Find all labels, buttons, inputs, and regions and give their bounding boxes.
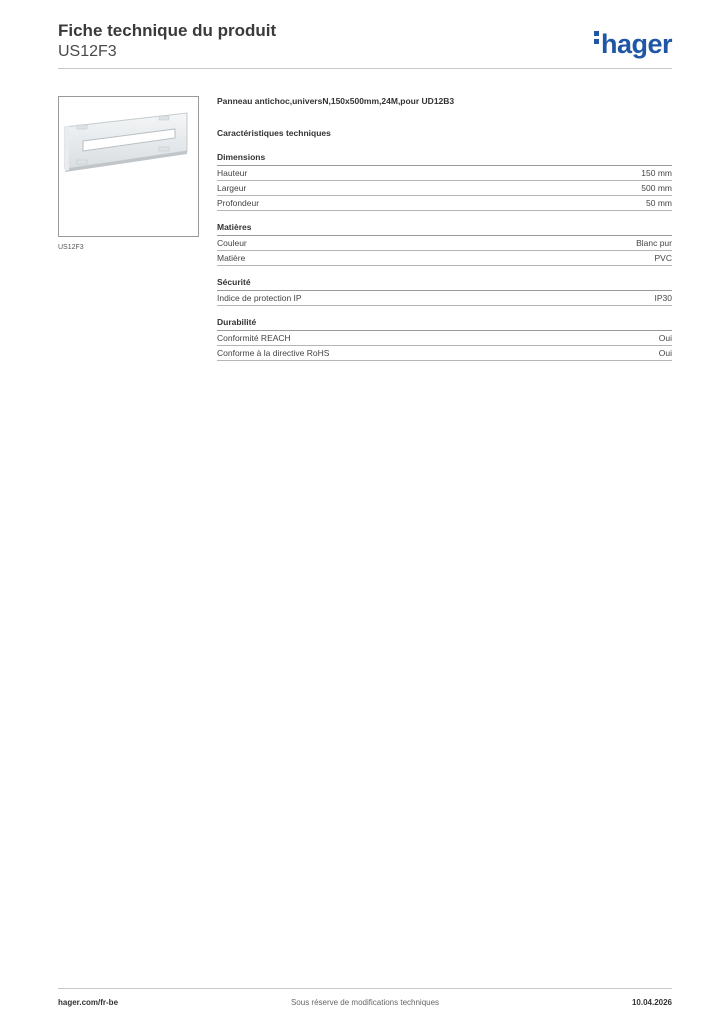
spec-group-title: Dimensions	[217, 152, 672, 166]
spec-value: PVC	[654, 253, 672, 263]
spec-label: Profondeur	[217, 198, 260, 208]
spec-row	[217, 236, 672, 251]
spec-label: Indice de protection IP	[217, 293, 302, 303]
product-code: US12F3	[58, 43, 117, 60]
spec-group-title: Matières	[217, 222, 672, 236]
specs-content	[217, 96, 672, 372]
image-caption: US12F3	[58, 244, 84, 251]
header-divider	[58, 68, 672, 69]
page-header	[58, 20, 672, 62]
panel-illustration-icon	[59, 97, 198, 236]
spec-label: Matière	[217, 253, 246, 263]
specs-section-title: Caractéristiques techniques	[217, 128, 331, 138]
spec-label: Conformité REACH	[217, 333, 291, 343]
footer-disclaimer: Sous réserve de modifications techniques	[290, 998, 440, 1007]
footer-website-link[interactable]: hager.com/fr-be	[58, 998, 119, 1007]
spec-label: Couleur	[217, 238, 247, 248]
spec-row	[217, 181, 672, 196]
spec-group-sustainability	[217, 317, 672, 361]
spec-row	[217, 346, 672, 361]
product-image	[58, 96, 199, 237]
spec-label: Hauteur	[217, 168, 248, 178]
spec-group-title: Durabilité	[217, 317, 672, 331]
spec-row	[217, 166, 672, 181]
footer-divider	[58, 988, 672, 989]
spec-label: Largeur	[217, 183, 247, 193]
spec-group-safety	[217, 277, 672, 306]
spec-value: Oui	[658, 348, 672, 358]
spec-row	[217, 251, 672, 266]
hager-logo	[594, 28, 672, 60]
spec-label: Conforme à la directive RoHS	[217, 348, 330, 358]
spec-row	[217, 196, 672, 211]
logo-dots-icon	[594, 28, 599, 47]
spec-row	[217, 291, 672, 306]
spec-value: Oui	[658, 333, 672, 343]
page-title: Fiche technique du produit	[58, 21, 277, 40]
spec-value: 50 mm	[646, 198, 672, 208]
footer-date: 10.04.2026	[631, 998, 672, 1007]
spec-group-materials	[217, 222, 672, 266]
spec-value: 500 mm	[641, 183, 672, 193]
spec-group-dimensions	[217, 152, 672, 211]
spec-value: Blanc pur	[636, 238, 672, 248]
product-description: Panneau antichoc,universN,150x500mm,24M,pour UD12B3	[217, 96, 455, 106]
logo-text: hager	[600, 29, 672, 59]
spec-value: 150 mm	[641, 168, 672, 178]
spec-group-title: Sécurité	[217, 277, 672, 291]
spec-row	[217, 331, 672, 346]
spec-value: IP30	[654, 293, 672, 303]
